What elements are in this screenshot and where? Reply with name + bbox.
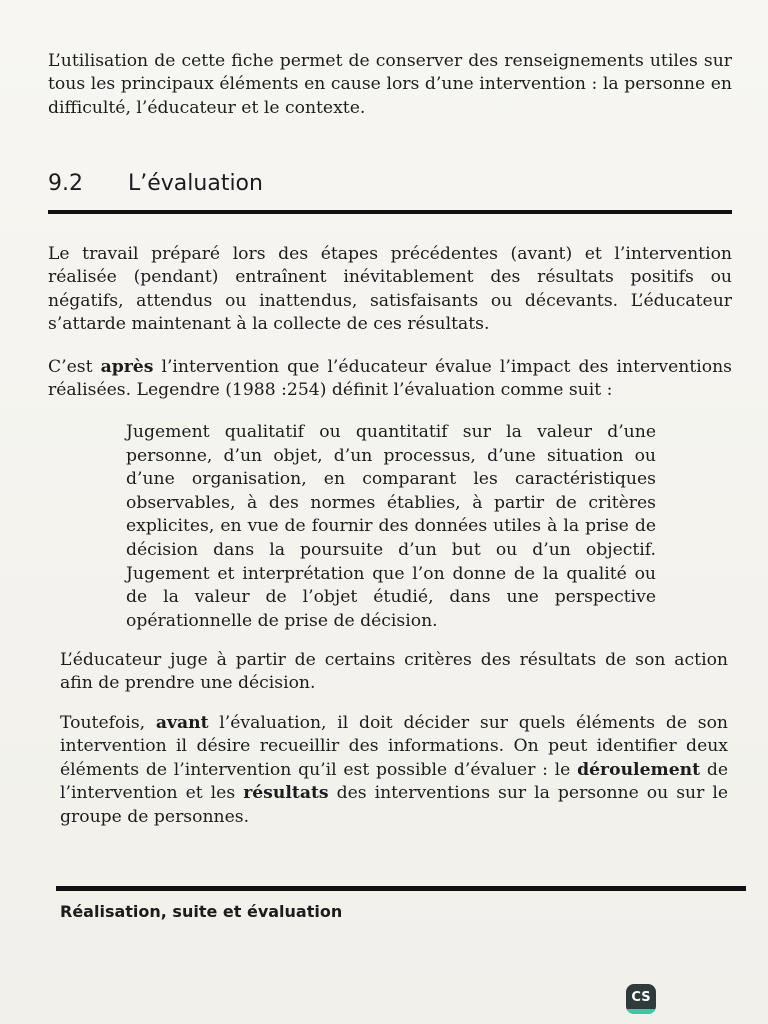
paragraph-before — [60, 712, 728, 829]
camscanner-logo-icon — [626, 984, 656, 1014]
footer-divider — [56, 886, 746, 891]
emphasis-avant: avant — [155, 713, 209, 733]
text-segment: des interventions sur la personne ou sur le groupe de personnes. — [60, 783, 728, 827]
text-segment: l’évaluation, il doit décider sur quels éléments de son intervention il désire recueillir des informations. On peut identifier deux éléments de l’intervention qu’il est possible d’évaluer : le — [60, 713, 728, 780]
section-number: 9.2 — [48, 171, 83, 196]
section-divider — [48, 210, 732, 214]
block-quote: Jugement qualitatif ou quantitatif sur la valeur d’une personne, d’un objet, d’un processus, d’une situation ou d’une organisation, en comparant les caractéristiques observables, à des normes établies, à partir de critères explicites, en vue de fournir des données utiles à la prise de décision dans la poursuite d’un but ou d’un objectif. Jugement et interprétation que l’on donne de la qualité ou de la valeur de l’objet étudié, dans une perspective opérationnelle de prise de décision. — [126, 422, 656, 631]
paragraph-results: Le travail préparé lors des étapes précédentes (avant) et l’intervention réalisée (pendant) entraînent inévitablement des résultats positifs ou négatifs, attendus ou inattendus, satisfaisants ou décevants. L’éducateur s’attarde maintenant à la collecte de ces résultats. — [48, 244, 732, 335]
text-segment: C’est — [48, 357, 101, 377]
section-heading — [48, 168, 732, 200]
intro-paragraph: L’utilisation de cette fiche permet de conserver des renseignements utiles sur tous les principaux éléments en cause lors d’une intervention : la personne en difficulté, l’éducateur et le contexte. — [48, 51, 732, 118]
emphasis-deroulement: déroulement — [577, 759, 701, 780]
emphasis-apres: après — [100, 357, 154, 377]
text-segment: l’intervention que l’éducateur évalue l’impact des interventions réalisées. Legendre (1988 :254) définit l’évaluation comme suit : — [48, 357, 732, 401]
text-segment: de l’intervention et les — [60, 759, 729, 804]
running-footer: Réalisation, suite et évaluation — [60, 902, 343, 921]
emphasis-resultats: résultats — [243, 783, 329, 804]
section-title: L’évaluation — [128, 171, 263, 196]
logo-text: CS — [631, 990, 651, 1005]
paragraph-judgement: L’éducateur juge à partir de certains critères des résultats de son action afin de prendre une décision. — [60, 650, 728, 694]
text-segment: Toutefois, — [60, 713, 156, 733]
paragraph-after — [48, 356, 732, 403]
